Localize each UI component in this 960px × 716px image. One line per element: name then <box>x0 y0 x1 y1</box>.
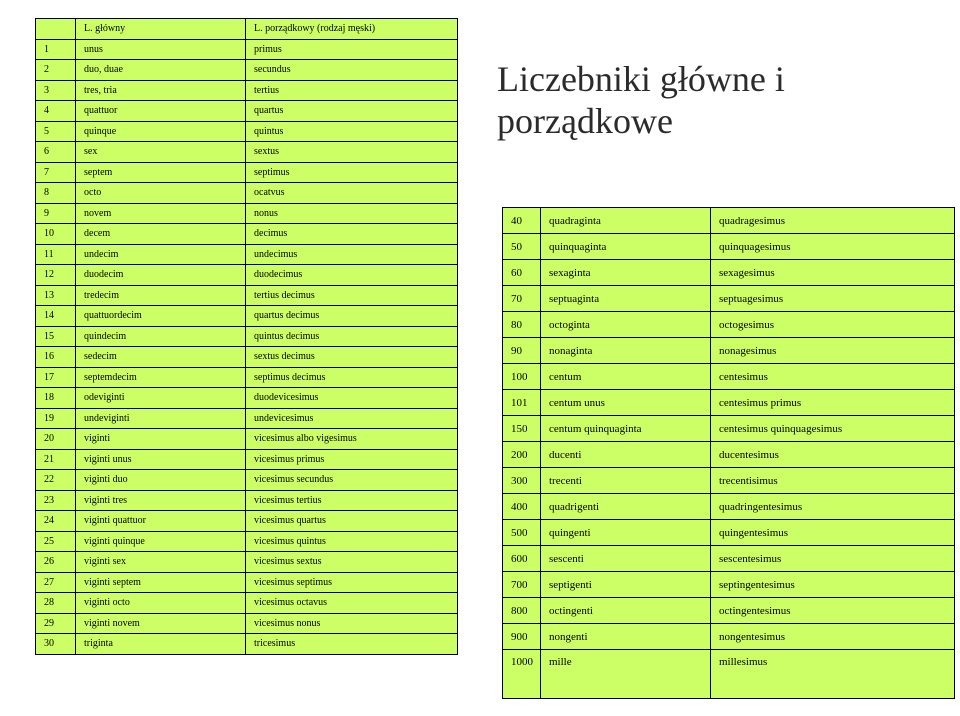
cardinal-cell: viginti quattuor <box>76 511 246 532</box>
ordinal-cell: vicesimus tertius <box>246 490 458 511</box>
table-row <box>36 244 458 265</box>
number-cell: 8 <box>36 183 76 204</box>
cardinal-cell: decem <box>76 224 246 245</box>
table-header-row <box>36 19 458 40</box>
number-cell: 22 <box>36 470 76 491</box>
table-row <box>36 408 458 429</box>
ordinal-cell: vicesimus quintus <box>246 531 458 552</box>
ordinal-cell: quinquagesimus <box>711 234 955 260</box>
table-row <box>36 552 458 573</box>
table-row <box>36 224 458 245</box>
table-row <box>36 306 458 327</box>
ordinal-cell: undecimus <box>246 244 458 265</box>
cardinal-cell: unus <box>76 39 246 60</box>
table-row <box>36 449 458 470</box>
number-cell: 1 <box>36 39 76 60</box>
ordinal-cell: quartus <box>246 101 458 122</box>
number-cell: 16 <box>36 347 76 368</box>
ordinal-cell: ducentesimus <box>711 442 955 468</box>
ordinal-cell: septingentesimus <box>711 572 955 598</box>
table-row <box>503 416 955 442</box>
table-row <box>503 598 955 624</box>
number-cell: 1000 <box>503 650 541 699</box>
cardinal-cell: viginti novem <box>76 613 246 634</box>
number-cell: 200 <box>503 442 541 468</box>
cardinal-cell: viginti <box>76 429 246 450</box>
table-row <box>36 265 458 286</box>
number-cell: 80 <box>503 312 541 338</box>
number-cell: 12 <box>36 265 76 286</box>
ordinal-cell: septimus decimus <box>246 367 458 388</box>
cardinal-cell: octo <box>76 183 246 204</box>
ordinal-cell: duodevicesimus <box>246 388 458 409</box>
table-row <box>503 650 955 699</box>
ordinal-cell: vicesimus sextus <box>246 552 458 573</box>
cardinal-cell: novem <box>76 203 246 224</box>
number-cell: 70 <box>503 286 541 312</box>
number-cell: 400 <box>503 494 541 520</box>
number-cell: 5 <box>36 121 76 142</box>
number-cell: 900 <box>503 624 541 650</box>
ordinal-cell: vicesimus quartus <box>246 511 458 532</box>
cardinal-cell: sexaginta <box>541 260 711 286</box>
table-row <box>36 285 458 306</box>
cardinal-cell: nongenti <box>541 624 711 650</box>
number-cell: 90 <box>503 338 541 364</box>
cardinal-cell: nonaginta <box>541 338 711 364</box>
table-row <box>36 388 458 409</box>
ordinal-cell: sescentesimus <box>711 546 955 572</box>
cardinal-cell: quingenti <box>541 520 711 546</box>
cardinal-cell: centum unus <box>541 390 711 416</box>
ordinal-cell: primus <box>246 39 458 60</box>
table-row <box>503 312 955 338</box>
table-row <box>503 234 955 260</box>
number-cell: 14 <box>36 306 76 327</box>
number-cell: 101 <box>503 390 541 416</box>
table-row <box>503 520 955 546</box>
number-cell: 500 <box>503 520 541 546</box>
ordinal-cell: vicesimus octavus <box>246 593 458 614</box>
cardinal-cell: septemdecim <box>76 367 246 388</box>
ordinal-cell: secundus <box>246 60 458 81</box>
number-cell: 40 <box>503 208 541 234</box>
ordinal-cell: millesimus <box>711 650 955 699</box>
table-row <box>36 80 458 101</box>
table-row <box>503 572 955 598</box>
table-row <box>503 546 955 572</box>
table-row <box>36 593 458 614</box>
cardinal-cell: viginti sex <box>76 552 246 573</box>
table-row <box>36 490 458 511</box>
cardinal-cell: trecenti <box>541 468 711 494</box>
number-cell: 25 <box>36 531 76 552</box>
cardinal-cell: octingenti <box>541 598 711 624</box>
number-cell: 600 <box>503 546 541 572</box>
ordinal-cell: ocatvus <box>246 183 458 204</box>
ordinal-cell: quadragesimus <box>711 208 955 234</box>
ordinal-cell: vicesimus primus <box>246 449 458 470</box>
ordinal-cell: undevicesimus <box>246 408 458 429</box>
cardinal-cell: sedecim <box>76 347 246 368</box>
table-row <box>503 208 955 234</box>
cardinal-cell: quattuor <box>76 101 246 122</box>
table-row <box>36 60 458 81</box>
table-row <box>36 634 458 655</box>
cardinal-cell: mille <box>541 650 711 699</box>
number-cell: 700 <box>503 572 541 598</box>
ordinal-cell: decimus <box>246 224 458 245</box>
table-row <box>36 511 458 532</box>
table-row <box>36 572 458 593</box>
cardinal-cell: quinquaginta <box>541 234 711 260</box>
number-cell: 20 <box>36 429 76 450</box>
number-cell: 24 <box>36 511 76 532</box>
cardinal-cell: tres, tria <box>76 80 246 101</box>
cardinal-cell: quinque <box>76 121 246 142</box>
number-cell: 27 <box>36 572 76 593</box>
ordinal-cell: trecentisimus <box>711 468 955 494</box>
table-row <box>503 468 955 494</box>
table-row <box>36 470 458 491</box>
ordinal-cell: tertius decimus <box>246 285 458 306</box>
ordinal-cell: centesimus <box>711 364 955 390</box>
cardinal-cell: septuaginta <box>541 286 711 312</box>
number-cell: 26 <box>36 552 76 573</box>
number-cell: 150 <box>503 416 541 442</box>
table-row <box>503 286 955 312</box>
ordinal-cell: quadringentesimus <box>711 494 955 520</box>
number-cell: 28 <box>36 593 76 614</box>
ordinal-cell: duodecimus <box>246 265 458 286</box>
cardinal-cell: sex <box>76 142 246 163</box>
cardinal-cell: undecim <box>76 244 246 265</box>
number-cell: 23 <box>36 490 76 511</box>
number-cell: 11 <box>36 244 76 265</box>
table-row <box>503 494 955 520</box>
table-row <box>36 142 458 163</box>
cardinal-cell: viginti septem <box>76 572 246 593</box>
page-title: Liczebniki główne i porządkowe <box>497 59 785 141</box>
cardinal-cell: duodecim <box>76 265 246 286</box>
ordinal-cell: vicesimus albo vigesimus <box>246 429 458 450</box>
number-cell: 29 <box>36 613 76 634</box>
cardinal-ordinal-table-1-30 <box>35 18 458 655</box>
table-row <box>503 364 955 390</box>
number-cell: 13 <box>36 285 76 306</box>
ordinal-header: L. porządkowy (rodzaj męski) <box>246 19 458 40</box>
ordinal-cell: sextus <box>246 142 458 163</box>
cardinal-cell: viginti unus <box>76 449 246 470</box>
cardinal-cell: viginti tres <box>76 490 246 511</box>
table-row <box>503 338 955 364</box>
cardinal-cell: viginti quinque <box>76 531 246 552</box>
ordinal-cell: sexagesimus <box>711 260 955 286</box>
ordinal-cell: octogesimus <box>711 312 955 338</box>
ordinal-cell: centesimus quinquagesimus <box>711 416 955 442</box>
number-cell: 300 <box>503 468 541 494</box>
table-row <box>36 531 458 552</box>
table-row <box>36 183 458 204</box>
ordinal-cell: vicesimus secundus <box>246 470 458 491</box>
cardinal-cell: viginti octo <box>76 593 246 614</box>
number-cell: 15 <box>36 326 76 347</box>
table-row <box>36 429 458 450</box>
ordinal-cell: vicesimus nonus <box>246 613 458 634</box>
ordinal-cell: nongentesimus <box>711 624 955 650</box>
table-row <box>503 442 955 468</box>
ordinal-cell: quintus decimus <box>246 326 458 347</box>
cardinal-cell: octoginta <box>541 312 711 338</box>
cardinal-header: L. główny <box>76 19 246 40</box>
table-row <box>36 162 458 183</box>
cardinal-cell: centum <box>541 364 711 390</box>
ordinal-cell: nonagesimus <box>711 338 955 364</box>
number-cell: 100 <box>503 364 541 390</box>
number-cell: 18 <box>36 388 76 409</box>
table-row <box>36 613 458 634</box>
table-row <box>36 39 458 60</box>
cardinal-cell: viginti duo <box>76 470 246 491</box>
ordinal-cell: tertius <box>246 80 458 101</box>
number-cell: 9 <box>36 203 76 224</box>
table-row <box>36 203 458 224</box>
number-cell: 17 <box>36 367 76 388</box>
cardinal-cell: septigenti <box>541 572 711 598</box>
cardinal-cell: quindecim <box>76 326 246 347</box>
cardinal-cell: quadraginta <box>541 208 711 234</box>
table-row <box>36 367 458 388</box>
number-cell: 50 <box>503 234 541 260</box>
ordinal-cell: sextus decimus <box>246 347 458 368</box>
cardinal-ordinal-table-40-1000 <box>502 207 955 699</box>
ordinal-cell: nonus <box>246 203 458 224</box>
table-row <box>36 326 458 347</box>
ordinal-cell: septuagesimus <box>711 286 955 312</box>
table-row <box>36 347 458 368</box>
ordinal-cell: vicesimus septimus <box>246 572 458 593</box>
cardinal-cell: triginta <box>76 634 246 655</box>
ordinal-cell: tricesimus <box>246 634 458 655</box>
cardinal-cell: duo, duae <box>76 60 246 81</box>
cardinal-cell: quadrigenti <box>541 494 711 520</box>
table-row <box>503 260 955 286</box>
cardinal-cell: centum quinquaginta <box>541 416 711 442</box>
number-cell: 7 <box>36 162 76 183</box>
number-cell: 800 <box>503 598 541 624</box>
number-cell: 2 <box>36 60 76 81</box>
number-cell: 6 <box>36 142 76 163</box>
number-cell: 3 <box>36 80 76 101</box>
number-header <box>36 19 76 40</box>
number-cell: 4 <box>36 101 76 122</box>
number-cell: 19 <box>36 408 76 429</box>
table-row <box>503 624 955 650</box>
ordinal-cell: quartus decimus <box>246 306 458 327</box>
ordinal-cell: centesimus primus <box>711 390 955 416</box>
cardinal-cell: septem <box>76 162 246 183</box>
cardinal-cell: sescenti <box>541 546 711 572</box>
ordinal-cell: quingentesimus <box>711 520 955 546</box>
ordinal-cell: quintus <box>246 121 458 142</box>
ordinal-cell: octingentesimus <box>711 598 955 624</box>
cardinal-cell: undeviginti <box>76 408 246 429</box>
number-cell: 30 <box>36 634 76 655</box>
cardinal-cell: quattuordecim <box>76 306 246 327</box>
cardinal-cell: odeviginti <box>76 388 246 409</box>
number-cell: 10 <box>36 224 76 245</box>
cardinal-cell: ducenti <box>541 442 711 468</box>
number-cell: 60 <box>503 260 541 286</box>
table-row <box>36 101 458 122</box>
table-row <box>36 121 458 142</box>
cardinal-cell: tredecim <box>76 285 246 306</box>
ordinal-cell: septimus <box>246 162 458 183</box>
number-cell: 21 <box>36 449 76 470</box>
table-row <box>503 390 955 416</box>
